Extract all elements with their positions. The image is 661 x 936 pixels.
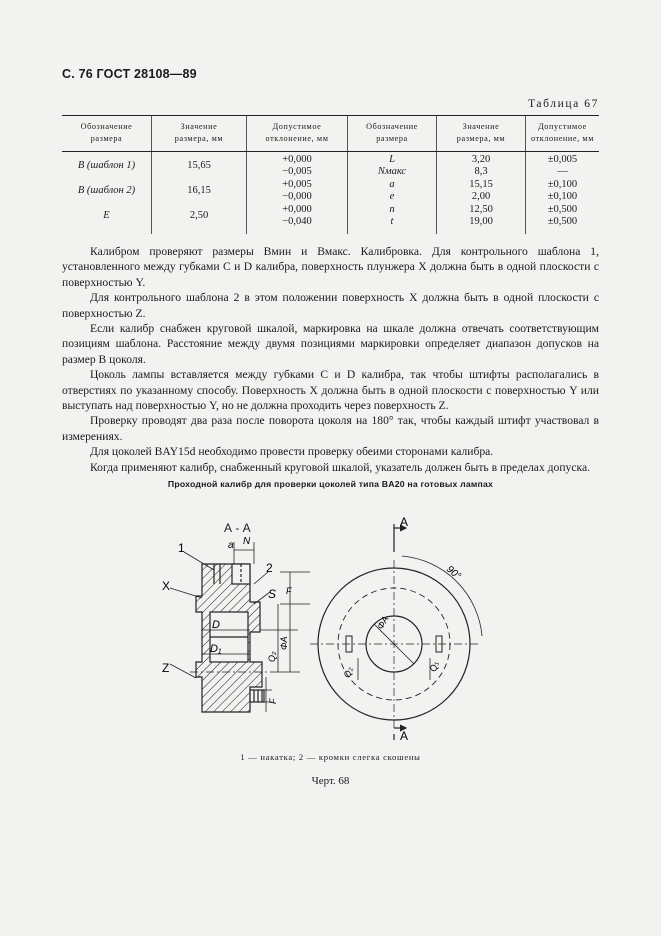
figure-title: Проходной калибр для проверки цоколей типа BA20 на готовых лампах [167, 479, 494, 489]
page-header: С. 76 ГОСТ 28108—89 [62, 67, 197, 81]
table-cell: L Nмакс [348, 152, 437, 178]
gauge-drawing [150, 512, 510, 749]
table-row [62, 177, 599, 202]
table-cell: +0,005 −0,000 [247, 177, 348, 202]
column-header: Значение размера, мм [437, 116, 526, 152]
table-cell: 2,50 [152, 202, 247, 233]
column-header: Обозначение размера [62, 116, 152, 152]
figure-number: Черт. 68 [311, 775, 350, 787]
label-Q1: Q₁ [428, 660, 440, 673]
label-phiA-left: ΦA [279, 636, 289, 650]
table-cell: 16,15 [152, 177, 247, 202]
table-cell: 3,20 8,3 [437, 152, 526, 178]
body-text [62, 244, 599, 475]
table-header-row [62, 116, 599, 152]
plan-view [310, 524, 482, 740]
label-Z: Z [162, 661, 170, 675]
label-a: a [228, 540, 234, 551]
table-cell: B (шаблон 1) [77, 160, 136, 171]
table-cell: 15,65 [152, 152, 247, 178]
table-cell: ±0,100 ±0,100 [526, 177, 600, 202]
label-N: N [243, 536, 251, 547]
paragraph: Цоколь лампы вставляется между губками C и D калибра, так чтобы штифты располагались в отверстиях по указанному способу. Поверхность X должна быть в одной плоскости с поверхностью Y или выступать над поверхностью Y, но не должна проходить через поверхность Z. [62, 368, 599, 413]
paragraph: Для цоколей BAY15d необходимо провести проверку обеими сторонами калибра. [90, 445, 494, 459]
label-D: D [212, 619, 220, 631]
label-Q2-left: Q₂ [267, 651, 277, 662]
label-1: 1 [178, 541, 185, 555]
column-header: Значение размера, мм [152, 116, 247, 152]
table-cell: 12,50 19,00 [437, 202, 526, 233]
table-cell: E [103, 210, 110, 222]
table-cell: B (шаблон 2) [77, 185, 136, 197]
label-D1: D₁ [210, 643, 222, 655]
table-cell: ±0,500 ±0,500 [526, 202, 600, 233]
table-caption: Таблица 67 [528, 98, 599, 110]
paragraph: Если калибр снабжен круговой шкалой, маркировка на шкале должна отвечать соответствующим позициям шаблона. Расстояние между двумя позициями маркировки определяет диапазон допусков на размер B цоколя. [62, 322, 599, 366]
table-cell: ±0,005 — [526, 152, 600, 178]
label-phiA-right: ΦA [375, 614, 391, 631]
table-cell: +0,000 −0,040 [247, 202, 348, 233]
paragraph: Проверку проводят два раза после поворота цоколя на 180° так, чтобы каждый штифт участвовал в измерениях. [62, 414, 599, 443]
paragraph: Для контрольного шаблона 2 в этом положении поверхность X должна быть в одной плоскости с поверхностью Z. [62, 291, 599, 320]
table-cell: a e [348, 177, 437, 202]
label-2: 2 [266, 561, 273, 575]
gauge-drawing-svg [150, 512, 510, 744]
section-view [170, 521, 310, 712]
column-header: Обозначение размера [348, 116, 437, 152]
table-cell: n t [348, 202, 437, 233]
paragraph: Калибром проверяют размеры Bмин и Bмакс. Калибровка. Для контрольного шаблона 1, установленного между губками C и D калибра, поверхность плунжера X должна быть в одной плоскости с поверхностью Y. [62, 245, 599, 289]
label-X: X [162, 579, 171, 593]
label-F-top: F [286, 586, 292, 596]
figure-legend: 1 — накатка; 2 — кромки слегка скошены [240, 752, 421, 762]
table-cell: 15,15 2,00 [437, 177, 526, 202]
label-F-bottom: F [268, 698, 278, 704]
label-A-bottom: A [400, 729, 409, 743]
section-label: А - А [224, 521, 251, 535]
label-Q2-right: Q₂ [342, 666, 354, 679]
spec-table [62, 115, 599, 234]
label-S: S [268, 587, 277, 601]
table-row [62, 202, 599, 233]
table-cell: +0,000 −0,005 [247, 152, 348, 178]
column-header: Допустимое отклонение, мм [247, 116, 348, 152]
paragraph: Когда применяют калибр, снабженный круговой шкалой, указатель должен быть в пределах допуска. [90, 460, 590, 474]
table-row [62, 152, 599, 178]
column-header: Допустимое отклонение, мм [526, 116, 600, 152]
label-A-top: A [400, 515, 409, 529]
label-90deg: 90° [444, 563, 463, 583]
